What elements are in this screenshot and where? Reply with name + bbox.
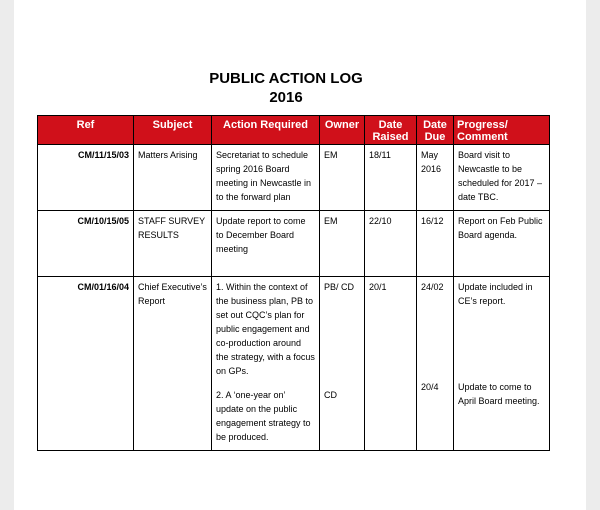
table-row: [38, 145, 550, 211]
row-ref: CM/10/15/05: [38, 211, 134, 277]
row-date-raised: 22/10: [365, 211, 417, 277]
table-row: [38, 211, 550, 277]
row-date-due: [417, 277, 454, 451]
header-date-due: [417, 116, 454, 145]
row-owner: EM: [320, 145, 365, 211]
header-date-raised-line1: Date: [378, 119, 403, 131]
header-date-raised-line2: Raised: [372, 131, 409, 143]
header-subject: Subject: [134, 116, 212, 145]
action-log-table: [37, 115, 550, 451]
header-progress-line1: Progress/: [457, 119, 508, 131]
row-action-item-1: 1. Within the context of the business plan, PB to set out CQC’s plan for public engagement and co-production around the strategy, with a focus on GPs.: [216, 282, 315, 376]
row-progress-1: Update included in CE’s report.: [458, 282, 533, 306]
row-ref: CM/01/16/04: [38, 277, 134, 451]
header-date-due-line1: Date: [423, 119, 447, 131]
table-header-row: [38, 116, 550, 145]
row-subject: STAFF SURVEY RESULTS: [134, 211, 212, 277]
row-date-due: May 2016: [417, 145, 454, 211]
header-action: Action Required: [212, 116, 320, 145]
header-ref: Ref: [38, 116, 134, 145]
row-action: [212, 277, 320, 451]
row-progress: Report on Feb Public Board agenda.: [454, 211, 550, 277]
row-owner-2: CD: [324, 390, 337, 400]
row-subject: Matters Arising: [134, 145, 212, 211]
row-progress: [454, 277, 550, 451]
row-progress: Board visit to Newcastle to be scheduled for 2017 – date TBC.: [454, 145, 550, 211]
row-owner: [320, 277, 365, 451]
row-subject: Chief Executive’s Report: [134, 277, 212, 451]
row-action: Secretariat to schedule spring 2016 Board meeting in Newcastle in to the forward plan: [212, 145, 320, 211]
row-ref: CM/11/15/03: [38, 145, 134, 211]
row-owner: EM: [320, 211, 365, 277]
document-title: PUBLIC ACTION LOG: [209, 70, 363, 87]
header-owner: Owner: [320, 116, 365, 145]
row-owner-1: PB/ CD: [324, 282, 355, 292]
header-date-due-line2: Due: [424, 131, 446, 143]
row-date-raised: 20/1: [365, 277, 417, 451]
row-date-due-2: 20/4: [421, 382, 439, 392]
row-action-item-2: 2. A ‘one-year on’ update on the public engagement strategy to be produced.: [216, 390, 311, 442]
row-date-due-1: 24/02: [421, 282, 444, 292]
row-date-due: 16/12: [417, 211, 454, 277]
header-progress-line2: Comment: [457, 131, 508, 143]
row-date-raised: 18/11: [365, 145, 417, 211]
row-progress-2: Update to come to April Board meeting.: [458, 382, 540, 406]
header-progress: [454, 116, 550, 145]
document-year: 2016: [269, 89, 303, 106]
table-row: [38, 277, 550, 451]
header-date-raised: [365, 116, 417, 145]
row-action: Update report to come to December Board meeting: [212, 211, 320, 277]
